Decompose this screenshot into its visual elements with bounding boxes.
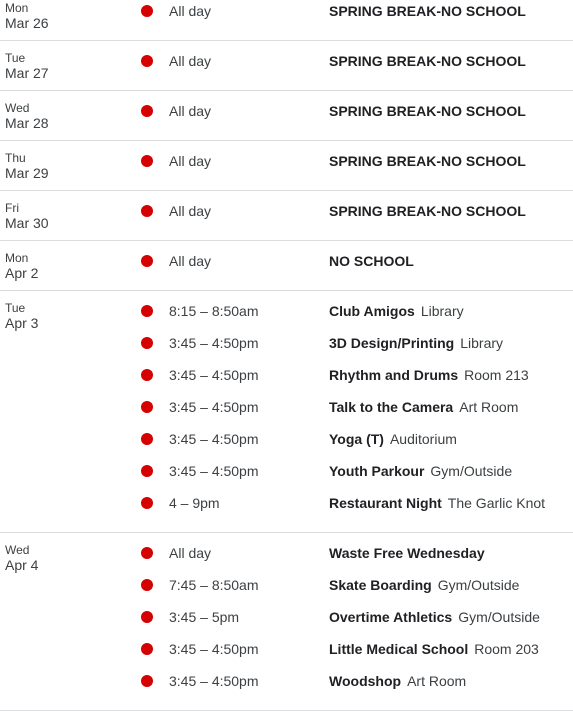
- event-summary: [329, 673, 466, 689]
- event-summary: [329, 431, 457, 447]
- event-summary: [329, 399, 518, 415]
- day-of-week: Thu: [5, 151, 26, 165]
- event-item[interactable]: [0, 633, 573, 665]
- event-color-dot-icon: [141, 401, 153, 413]
- event-time: 7:45 – 8:50am: [169, 577, 259, 593]
- event-item[interactable]: [0, 601, 573, 633]
- event-location: Library: [460, 335, 504, 351]
- event-color-dot-icon: [141, 643, 153, 655]
- event-item[interactable]: [0, 665, 573, 697]
- event-title: NO SCHOOL: [329, 253, 414, 269]
- event-title: Yoga (T): [329, 431, 384, 447]
- event-item[interactable]: [0, 195, 573, 227]
- event-summary: [329, 641, 539, 657]
- event-summary: [329, 103, 526, 119]
- day-group: [0, 91, 573, 141]
- event-item[interactable]: [0, 359, 573, 391]
- day-of-week: Fri: [5, 201, 19, 215]
- event-item[interactable]: [0, 95, 573, 127]
- event-color-dot-icon: [141, 337, 153, 349]
- event-time: All day: [169, 253, 212, 269]
- event-summary: [329, 203, 526, 219]
- event-item[interactable]: [0, 423, 573, 455]
- event-color-dot-icon: [141, 465, 153, 477]
- event-location: Art Room: [407, 673, 467, 689]
- day-of-week: Tue: [5, 301, 26, 315]
- event-color-dot-icon: [141, 205, 153, 217]
- event-summary: [329, 253, 414, 269]
- day-of-week: Wed: [5, 543, 30, 557]
- event-color-dot-icon: [141, 433, 153, 445]
- event-item[interactable]: [0, 245, 573, 277]
- day-date-label: Mar 27: [5, 65, 49, 81]
- event-item[interactable]: [0, 487, 573, 519]
- event-title: Overtime Athletics: [329, 609, 453, 625]
- event-time: 8:15 – 8:50am: [169, 303, 259, 319]
- event-title: Waste Free Wednesday: [329, 545, 485, 561]
- event-title: SPRING BREAK-NO SCHOOL: [329, 3, 526, 19]
- event-summary: [329, 463, 512, 479]
- day-date-label: Apr 4: [5, 557, 39, 573]
- day-group: [0, 141, 573, 191]
- event-location: Gym/Outside: [458, 609, 540, 625]
- day-of-week: Mon: [5, 251, 29, 265]
- event-color-dot-icon: [141, 55, 153, 67]
- event-color-dot-icon: [141, 5, 153, 17]
- day-group: [0, 291, 573, 533]
- event-item[interactable]: [0, 145, 573, 177]
- event-item[interactable]: [0, 327, 573, 359]
- day-group: [0, 0, 573, 41]
- event-item[interactable]: [0, 295, 573, 327]
- event-item[interactable]: [0, 45, 573, 77]
- event-time: 3:45 – 4:50pm: [169, 463, 259, 479]
- day-of-week: Tue: [5, 51, 26, 65]
- event-title: 3D Design/Printing: [329, 335, 455, 351]
- event-time: All day: [169, 153, 212, 169]
- event-title: Club Amigos: [329, 303, 415, 319]
- event-color-dot-icon: [141, 305, 153, 317]
- event-summary: [329, 335, 503, 351]
- event-title: SPRING BREAK-NO SCHOOL: [329, 53, 526, 69]
- event-title: Restaurant Night: [329, 495, 442, 511]
- event-summary: [329, 495, 545, 511]
- event-color-dot-icon: [141, 155, 153, 167]
- event-time: 3:45 – 4:50pm: [169, 673, 259, 689]
- event-item[interactable]: [0, 0, 573, 27]
- day-date-label: Mar 28: [5, 115, 49, 131]
- event-time: 3:45 – 4:50pm: [169, 335, 259, 351]
- day-group: [0, 241, 573, 291]
- day-date-label: Mar 26: [5, 15, 49, 31]
- event-time: 3:45 – 4:50pm: [169, 431, 259, 447]
- event-title: Rhythm and Drums: [329, 367, 459, 383]
- event-color-dot-icon: [141, 369, 153, 381]
- event-item[interactable]: [0, 391, 573, 423]
- event-color-dot-icon: [141, 497, 153, 509]
- event-time: All day: [169, 203, 212, 219]
- event-location: Library: [420, 303, 464, 319]
- event-time: All day: [169, 53, 212, 69]
- event-summary: [329, 303, 464, 319]
- event-summary: [329, 153, 526, 169]
- event-color-dot-icon: [141, 547, 153, 559]
- day-date-label: Mar 29: [5, 165, 49, 181]
- event-location: Room 203: [474, 641, 539, 657]
- event-title: SPRING BREAK-NO SCHOOL: [329, 203, 526, 219]
- event-title: Talk to the Camera: [329, 399, 454, 415]
- event-title: Woodshop: [329, 673, 402, 689]
- event-summary: [329, 577, 519, 593]
- event-location: Gym/Outside: [430, 463, 513, 479]
- event-time: 3:45 – 4:50pm: [169, 399, 259, 415]
- event-time: 4 – 9pm: [169, 495, 220, 511]
- day-date-label: Apr 2: [5, 265, 39, 281]
- day-group: [0, 191, 573, 241]
- event-title: SPRING BREAK-NO SCHOOL: [329, 103, 526, 119]
- event-time: All day: [169, 545, 212, 561]
- event-time: All day: [169, 3, 212, 19]
- event-title: Skate Boarding: [329, 577, 432, 593]
- event-title: Youth Parkour: [329, 463, 425, 479]
- event-color-dot-icon: [141, 579, 153, 591]
- event-summary: [329, 3, 526, 19]
- day-group: [0, 533, 573, 711]
- day-date-label: Mar 30: [5, 215, 49, 231]
- event-location: Auditorium: [389, 431, 457, 447]
- event-time: 3:45 – 4:50pm: [169, 367, 259, 383]
- event-summary: [329, 609, 540, 625]
- event-color-dot-icon: [141, 105, 153, 117]
- event-time: 3:45 – 5pm: [169, 609, 240, 625]
- event-title: SPRING BREAK-NO SCHOOL: [329, 153, 526, 169]
- event-color-dot-icon: [141, 255, 153, 267]
- event-location: Room 213: [464, 367, 529, 383]
- day-of-week: Mon: [5, 1, 29, 15]
- event-location: Art Room: [459, 399, 519, 415]
- event-item[interactable]: [0, 537, 573, 569]
- event-color-dot-icon: [141, 611, 153, 623]
- event-item[interactable]: [0, 455, 573, 487]
- day-date-label: Apr 3: [5, 315, 39, 331]
- event-location: The Garlic Knot: [447, 495, 546, 511]
- event-title: Little Medical School: [329, 641, 469, 657]
- event-time: 3:45 – 4:50pm: [169, 641, 259, 657]
- event-color-dot-icon: [141, 675, 153, 687]
- day-group: [0, 41, 573, 91]
- event-summary: [329, 367, 529, 383]
- event-location: Gym/Outside: [437, 577, 520, 593]
- event-time: All day: [169, 103, 212, 119]
- event-item[interactable]: [0, 569, 573, 601]
- event-summary: [329, 53, 526, 69]
- day-of-week: Wed: [5, 101, 30, 115]
- event-summary: [329, 545, 485, 561]
